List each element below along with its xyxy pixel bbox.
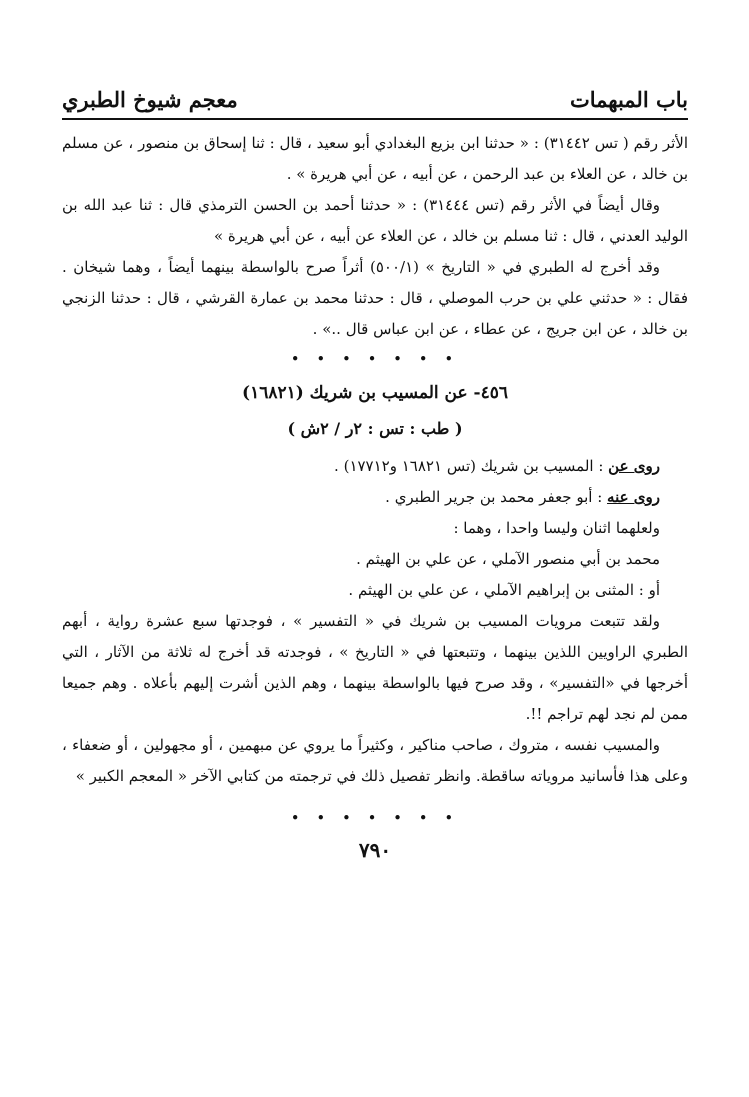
book-page	[62, 72, 688, 862]
paragraph-tarikh: وقد أخرج له الطبري في « التاريخ » (٥٠٠/١) أثراً صرح بالواسطة بينهما أيضاً ، وهما شيخان . فقال : « حدثني علي بن حرب الموصلي ، قال : حدثنا محمد بن عمارة القرشي ، قال : حدثنا الزنجي بن خالد ، عن ابن جريج ، عن عطاء ، عن ابن عباس قال ..» .	[62, 258, 688, 338]
narrated-from-text: : المسيب بن شريك (تس ١٦٨٢١ و١٧٧١٢) .	[334, 457, 609, 475]
paragraph-tatabbu: ولقد تتبعت مرويات المسيب بن شريك في « التفسير » ، فوجدتها سبع عشرة رواية ، أبهم الطبري الراويين اللذين بينهما ، وتتبعتها في « التاريخ » ، فوجدته قد أخرج له ثلاثة من الآثار ، التي أخرجها في «التفسير» ، وقد صرح فيها بالواسطة بينهما ، وهم الذين أشرت إليهم بأعلاه . وهم جميعا ممن لم نجد لهم تراجم !!.	[62, 612, 688, 723]
body-line-2: محمد بن أبي منصور الآملي ، عن علي بن الهيثم .	[356, 550, 660, 568]
separator-top: • • • • • • •	[290, 350, 460, 368]
narrated-by-line	[62, 482, 688, 513]
header-rule	[62, 118, 688, 120]
narrated-from-line	[62, 451, 688, 482]
page-number: ٧٩٠	[358, 838, 392, 862]
chapter-title: باب المبهمات	[569, 87, 688, 112]
narrated-by-label: روى عنه	[607, 488, 660, 506]
entry-symbols: ( طب : تس : ٢ر / ٢ش )	[287, 419, 463, 438]
separator-bottom: • • • • • • •	[290, 809, 460, 827]
paragraph-musayyib-status: والمسيب نفسه ، متروك ، صاحب مناكير ، وكثيراً ما يروي عن مبهمين ، أو مجهولين ، أو ضعفاء ، وعلى هذا فأسانيد مروياته ساقطة. وانظر تفصيل ذلك في ترجمته من كتابي الآخر « المعجم الكبير »	[62, 736, 688, 785]
book-title: معجم شيوخ الطبري	[62, 87, 238, 112]
paragraph-athar-31442: الأثر رقم ( تس ٣١٤٤٢) : « حدثنا ابن بزيع البغدادي أبو سعيد ، قال : ثنا إسحاق بن منصور ، عن مسلم بن خالد ، عن العلاء بن عبد الرحمن ، عن أبيه ، عن أبي هريرة » .	[62, 134, 688, 183]
narrated-from-label: روى عن	[608, 457, 660, 475]
entry-title: ٤٥٦- عن المسيب بن شريك (١٦٨٢١)	[242, 383, 508, 403]
body-line-3: أو : المثنى بن إبراهيم الآملي ، عن علي بن الهيثم .	[348, 581, 660, 599]
paragraph-athar-31444: وقال أيضاً في الأثر رقم (تس ٣١٤٤٤) : « حدثنا أحمد بن الحسن الترمذي قال : ثنا عبد الله بن الوليد العدني ، قال : ثنا مسلم بن خالد ، عن العلاء عن أبيه ، عن أبي هريرة »	[62, 196, 688, 245]
body-line-1: ولعلهما اثنان وليسا واحدا ، وهما :	[453, 519, 660, 537]
narrated-by-text: : أبو جعفر محمد بن جرير الطبري .	[385, 488, 608, 506]
running-header	[62, 72, 688, 112]
